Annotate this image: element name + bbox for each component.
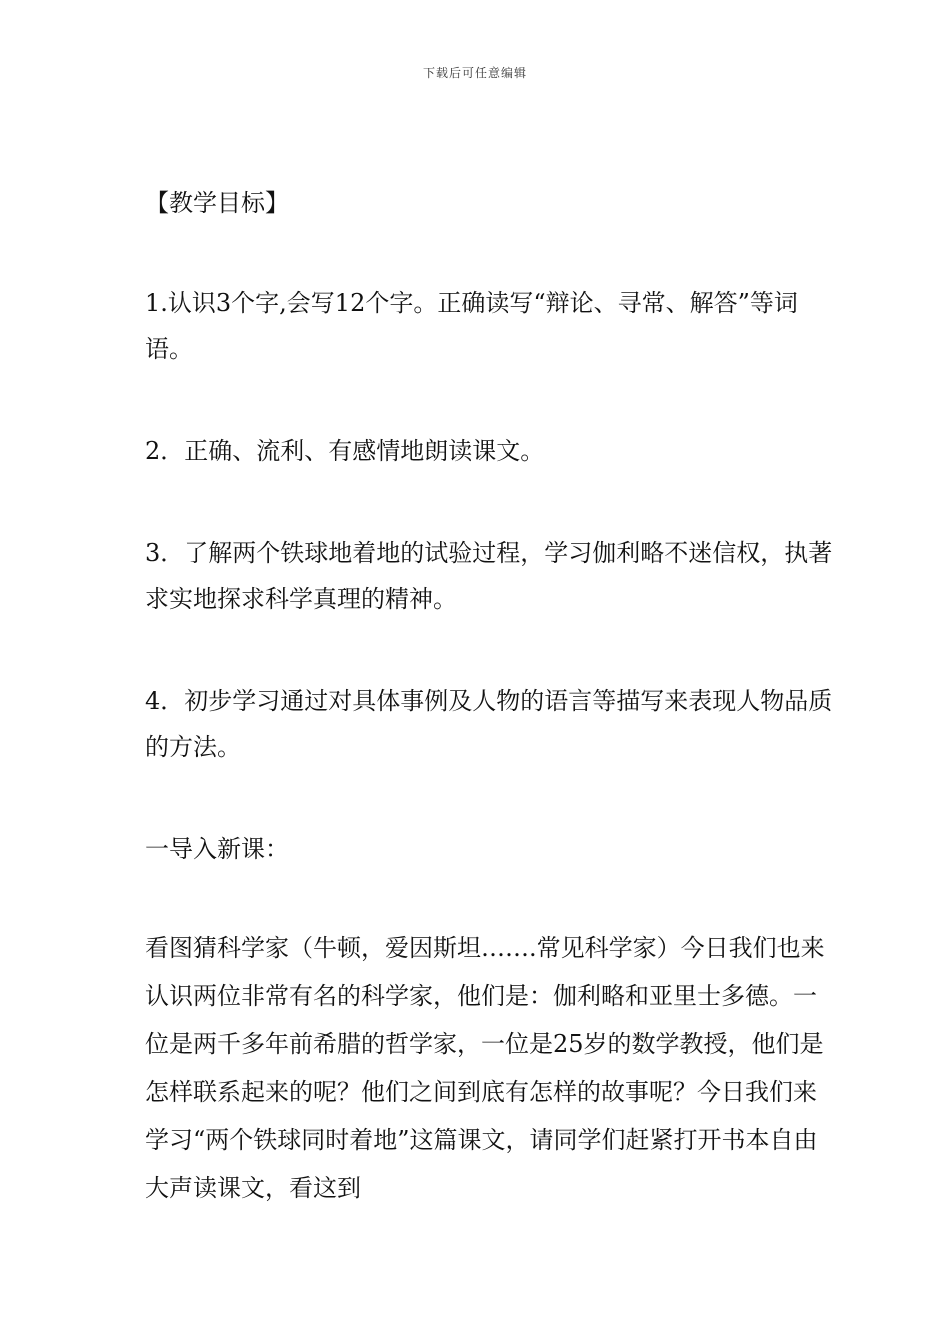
document-body <box>145 180 835 1268</box>
objective-item-1: 1.认识3个字,会写12个字。正确读写“辩论、寻常、解答”等词语。 <box>145 289 798 363</box>
objectives-heading: 【教学目标】 <box>145 189 289 217</box>
page-header-note: 下载后可任意编辑 <box>422 66 527 80</box>
objective-item-4: 4．初步学习通过对具体事例及人物的语言等描写来表现人物品质的方法。 <box>145 687 833 761</box>
objective-item-2: 2．正确、流利、有感情地朗读课文。 <box>145 437 545 465</box>
objective-item-3: 3．了解两个铁球地着地的试验过程，学习伽利略不迷信权，执著求实地探求科学真理的精神。 <box>145 539 833 613</box>
section-title-intro: 一导入新课： <box>145 835 289 863</box>
intro-paragraph: 看图猜科学家（牛顿，爱因斯坦…….常见科学家）今日我们也来认识两位非常有名的科学家，他们是：伽利略和亚里士多德。一位是两千多年前希腊的哲学家，一位是25岁的数学教授，他们是怎样联系起来的呢？他们之间到底有怎样的故事呢？今日我们来学习“两个铁球同时着地”这篇课文，请同学们赶紧打开书本自由大声读课文，看这到 <box>145 934 825 1202</box>
